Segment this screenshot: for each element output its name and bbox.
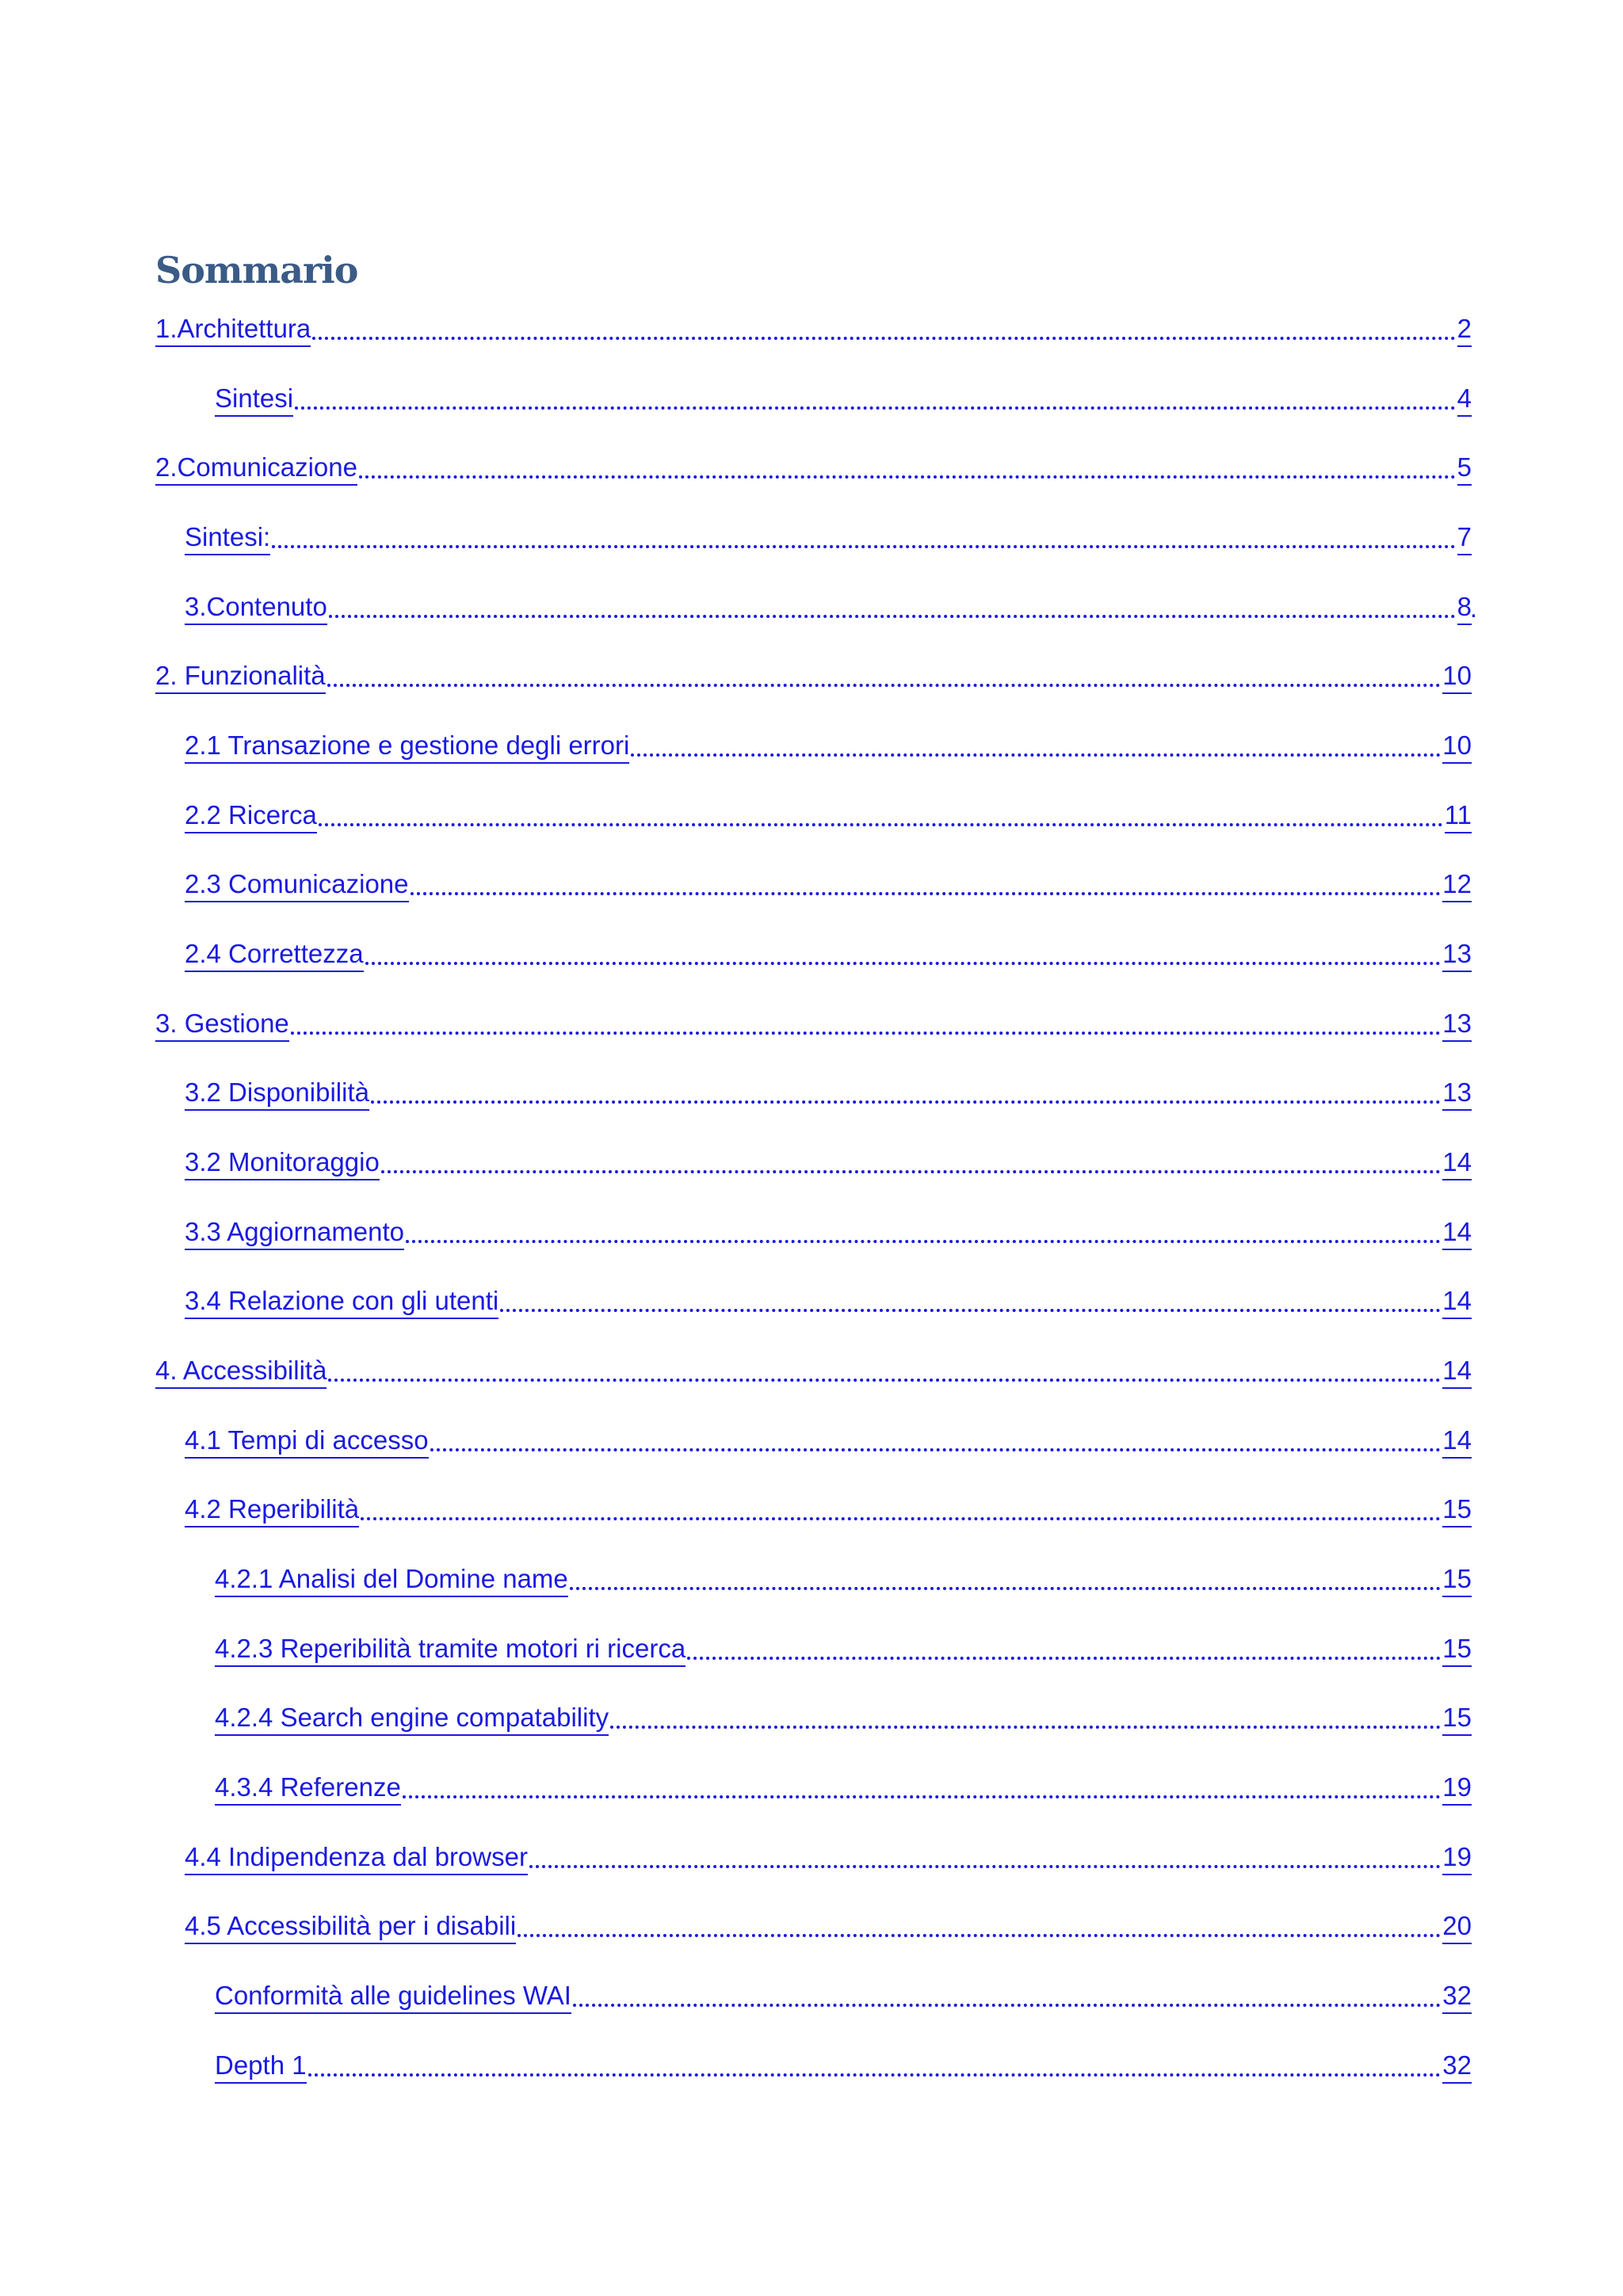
dot-leader bbox=[371, 1100, 1441, 1104]
dot-leader bbox=[517, 1934, 1441, 1937]
dot-leader bbox=[319, 823, 1443, 826]
toc-page-number: 10 bbox=[1442, 660, 1472, 694]
toc-entry-contenuto[interactable] bbox=[185, 589, 1472, 625]
toc-entry-label: 4.2.1 Analisi del Domine name bbox=[215, 1563, 568, 1597]
dot-leader bbox=[406, 1240, 1441, 1243]
toc-page-number: 14 bbox=[1442, 1146, 1472, 1180]
toc-entry-label: 3.Contenuto bbox=[185, 591, 327, 625]
toc-entry-analisi-domine[interactable] bbox=[215, 1561, 1472, 1597]
toc-page-number: 11 bbox=[1445, 799, 1472, 833]
toc-entry-label: 2. Funzionalità bbox=[155, 660, 326, 694]
toc-page-number: 12 bbox=[1442, 868, 1472, 902]
toc-entry-gestione[interactable] bbox=[155, 1005, 1472, 1042]
dot-leader bbox=[272, 545, 1455, 548]
toc-entry-label: 2.1 Transazione e gestione degli errori bbox=[185, 730, 629, 764]
toc-entry-monitoraggio[interactable] bbox=[185, 1144, 1472, 1180]
toc-entry-reperibilita-motori[interactable] bbox=[215, 1630, 1472, 1667]
toc-page-number: 14 bbox=[1442, 1285, 1472, 1319]
toc-entry-label: 4.5 Accessibilità per i disabili bbox=[185, 1910, 516, 1944]
toc-page-number: 8 bbox=[1457, 591, 1472, 625]
dot-leader bbox=[570, 1587, 1442, 1590]
toc-entry-indipendenza-browser[interactable] bbox=[185, 1839, 1472, 1875]
toc-page-number: 14 bbox=[1442, 1355, 1472, 1389]
toc-entry-label: 3. Gestione bbox=[155, 1008, 289, 1042]
toc-entry-conformita-wai[interactable] bbox=[215, 1978, 1472, 2014]
toc-page-number: 32 bbox=[1442, 2050, 1472, 2084]
dot-leader bbox=[500, 1309, 1441, 1312]
toc-page-number: 19 bbox=[1442, 1841, 1472, 1875]
dot-leader bbox=[359, 475, 1456, 479]
toc-page-number: 10 bbox=[1442, 730, 1472, 764]
toc-page-number: 13 bbox=[1442, 1077, 1472, 1111]
dot-leader bbox=[291, 1032, 1442, 1035]
toc-entry-label: 4. Accessibilità bbox=[155, 1355, 327, 1389]
dot-leader bbox=[411, 892, 1442, 895]
toc-entry-ricerca[interactable] bbox=[185, 797, 1472, 833]
trailing-dot: . bbox=[1469, 593, 1477, 623]
toc-page-number: 15 bbox=[1442, 1493, 1472, 1527]
toc-page-number: 4 bbox=[1457, 383, 1472, 417]
toc-page-number: 14 bbox=[1442, 1216, 1472, 1250]
toc-page-number: 13 bbox=[1442, 1008, 1472, 1042]
dot-leader bbox=[529, 1865, 1441, 1868]
toc-entry-depth-1[interactable] bbox=[215, 2047, 1472, 2084]
toc-entry-comunicazione[interactable] bbox=[155, 449, 1472, 486]
toc-page-number: 32 bbox=[1442, 1980, 1472, 2014]
toc-entry-label: 3.2 Disponibilità bbox=[185, 1077, 369, 1111]
toc-entry-label: 4.2.4 Search engine compatability bbox=[215, 1702, 609, 1736]
toc-entry-label: 4.2.3 Reperibilità tramite motori ri ricerca bbox=[215, 1633, 685, 1667]
toc-entry-accessibilita[interactable] bbox=[155, 1352, 1472, 1389]
dot-leader bbox=[361, 1517, 1441, 1520]
toc-entry-label: 4.1 Tempi di accesso bbox=[185, 1425, 429, 1459]
toc-entry-referenze[interactable] bbox=[215, 1769, 1472, 1806]
toc-entry-search-engine[interactable] bbox=[215, 1699, 1472, 1736]
toc-entry-relazione-utenti[interactable] bbox=[185, 1283, 1472, 1319]
toc-entry-label: 3.2 Monitoraggio bbox=[185, 1146, 380, 1180]
dot-leader bbox=[327, 684, 1442, 687]
toc-entry-label: Sintesi bbox=[215, 383, 293, 417]
toc-entry-label: 1.Architettura bbox=[155, 313, 311, 347]
dot-leader bbox=[403, 1795, 1441, 1798]
toc-page-number: 7 bbox=[1457, 521, 1472, 555]
toc-entry-reperibilita[interactable] bbox=[185, 1491, 1472, 1527]
toc-entry-transazione[interactable] bbox=[185, 727, 1472, 764]
toc-page-number: 14 bbox=[1442, 1425, 1472, 1459]
toc-entry-label: 2.4 Correttezza bbox=[185, 938, 364, 972]
dot-leader bbox=[365, 962, 1442, 965]
toc-entry-label: Depth 1 bbox=[215, 2050, 307, 2084]
toc-page-number: 13 bbox=[1442, 938, 1472, 972]
dot-leader bbox=[308, 2073, 1442, 2077]
dot-leader bbox=[329, 615, 1456, 618]
toc-entry-funzionalita[interactable] bbox=[155, 658, 1472, 694]
toc-entry-label: 2.2 Ricerca bbox=[185, 799, 317, 833]
toc-entry-label: 2.3 Comunicazione bbox=[185, 868, 409, 902]
toc-entry-correttezza[interactable] bbox=[185, 936, 1472, 972]
toc-entry-tempi-accesso[interactable] bbox=[185, 1422, 1472, 1459]
toc-entry-accessibilita-disabili[interactable] bbox=[185, 1908, 1472, 1944]
toc-entry-sintesi-2[interactable] bbox=[185, 519, 1472, 555]
toc-page-number: 15 bbox=[1442, 1702, 1472, 1736]
dot-leader bbox=[687, 1657, 1441, 1660]
dot-leader bbox=[631, 753, 1441, 757]
dot-leader bbox=[573, 2004, 1441, 2007]
toc-entry-sintesi[interactable] bbox=[215, 380, 1472, 417]
dot-leader bbox=[328, 1379, 1441, 1382]
toc-entry-comunicazione-2-3[interactable] bbox=[185, 866, 1472, 902]
toc-entry-label: 3.4 Relazione con gli utenti bbox=[185, 1285, 498, 1319]
toc-entry-label: 4.3.4 Referenze bbox=[215, 1772, 401, 1806]
toc-title: Sommario bbox=[155, 249, 358, 292]
toc-entry-architettura[interactable] bbox=[155, 311, 1472, 347]
dot-leader bbox=[295, 406, 1456, 410]
toc-entry-label: 2.Comunicazione bbox=[155, 452, 357, 486]
toc-entry-label: 4.2 Reperibilità bbox=[185, 1493, 359, 1527]
toc-page-number: 15 bbox=[1442, 1563, 1472, 1597]
toc-page-number: 20 bbox=[1442, 1910, 1472, 1944]
dot-leader bbox=[312, 337, 1455, 340]
toc-entry-label: Conformità alle guidelines WAI bbox=[215, 1980, 571, 2014]
toc-entry-label: 3.3 Aggiornamento bbox=[185, 1216, 404, 1250]
dot-leader bbox=[381, 1170, 1441, 1173]
toc-entry-aggiornamento[interactable] bbox=[185, 1214, 1472, 1250]
toc-entry-label: Sintesi: bbox=[185, 521, 270, 555]
dot-leader bbox=[610, 1726, 1441, 1729]
toc-entry-disponibilita[interactable] bbox=[185, 1074, 1472, 1111]
toc-page-number: 15 bbox=[1442, 1633, 1472, 1667]
toc-page-number: 19 bbox=[1442, 1772, 1472, 1806]
toc-entry-label: 4.4 Indipendenza dal browser bbox=[185, 1841, 528, 1875]
dot-leader bbox=[430, 1448, 1442, 1451]
toc-page-number: 2 bbox=[1457, 313, 1472, 347]
toc-page-number: 5 bbox=[1457, 452, 1472, 486]
